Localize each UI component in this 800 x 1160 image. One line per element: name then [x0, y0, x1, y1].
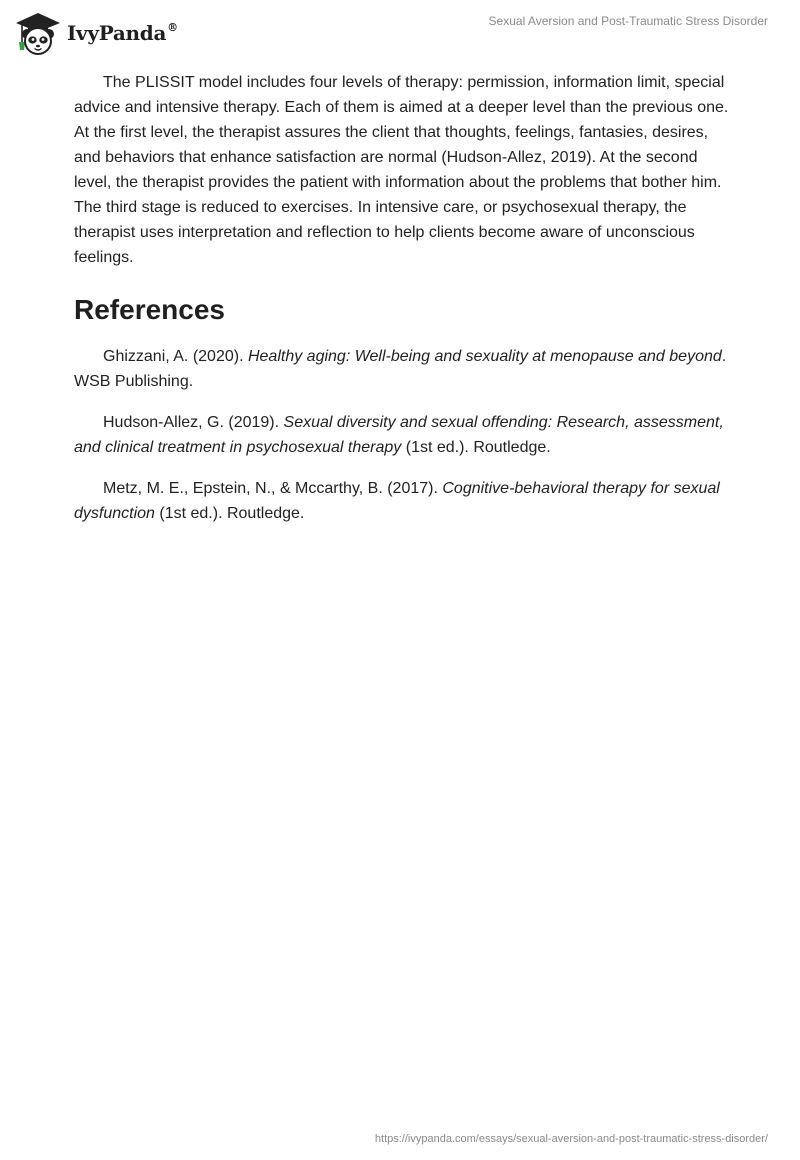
source-url[interactable]: https://ivypanda.com/essays/sexual-aversion-and-post-traumatic-stress-disorder/ [374, 1133, 768, 1145]
brand-name: IvyPanda® [67, 21, 178, 45]
ivypanda-logo[interactable] [14, 8, 178, 56]
references-heading: References [74, 294, 225, 325]
page-header [0, 0, 800, 70]
reference-entry: Metz, M. E., Epstein, N., & Mccarthy, B. (2017). Cognitive-behavioral therapy for sexual dysfunction (1st ed.). Routledge. [74, 480, 720, 522]
reference-entry: Ghizzani, A. (2020). Healthy aging: Well-being and sexuality at menopause and beyond. WSB Publishing. [74, 348, 727, 390]
references-list [74, 344, 734, 526]
reference-entry: Hudson-Allez, G. (2019). Sexual diversity and sexual offending: Research, assessment, and clinical treatment in psychosexual therapy (1st ed.). Routledge. [74, 414, 724, 456]
body-paragraph: The PLISSIT model includes four levels of therapy: permission, information limit, special advice and intensive therapy. Each of them is aimed at a deeper level than the previous one. At the first level, the therapist assures the client that thoughts, feelings, fantasies, desires, and behaviors that enhance satisfaction are normal (Hudson-Allez, 2019). At the second level, the therapist provides the patient with information about the problems that bother him. The third stage is reduced to exercises. In intensive care, or psychosexual therapy, the therapist uses interpretation and reflection to help clients become aware of unconscious feelings. [74, 74, 729, 266]
running-title: Sexual Aversion and Post-Traumatic Stress Disorder [488, 14, 768, 28]
panda-graduate-icon [14, 8, 62, 56]
document-body [74, 70, 734, 526]
